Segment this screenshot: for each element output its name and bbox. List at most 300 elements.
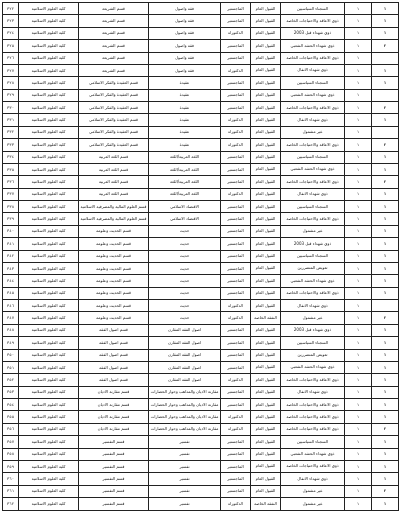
degree-cell: الماجستير: [221, 361, 251, 373]
degree-cell: الدكتوراه: [221, 114, 251, 126]
seat-total-cell: ٢: [372, 40, 399, 52]
row-number: ٣٥١: [3, 361, 19, 373]
seat-count-cell: ١: [345, 225, 372, 237]
table-row: [3, 262, 399, 274]
admission-channel-cell: القبول العام: [251, 238, 281, 250]
department-cell: قسم اللغة العربية: [79, 188, 149, 200]
specialization-cell: عقيدة: [149, 139, 221, 151]
seat-category-cell: ذوي الاعاقة والاحتياجات الخاصة: [281, 460, 345, 472]
seat-category-cell: غير مشمول: [281, 485, 345, 497]
row-number: ٣٢٧: [3, 64, 19, 76]
seat-total-cell: [372, 89, 399, 101]
department-cell: قسم التفسير: [79, 460, 149, 472]
seat-count-cell: ١: [345, 275, 372, 287]
degree-cell: الماجستير: [221, 436, 251, 448]
department-cell: قسم اصول الفقه: [79, 324, 149, 336]
table-row: [3, 114, 399, 126]
degree-cell: الماجستير: [221, 201, 251, 213]
row-number: ٣٥٢: [3, 374, 19, 386]
seat-total-cell: ٢: [372, 423, 399, 435]
seat-count-cell: ١: [345, 312, 372, 324]
seat-total-cell: ١: [372, 213, 399, 225]
seat-category-cell: ذوي شهداء الانفال: [281, 473, 345, 485]
seat-category-cell: غير مشمول: [281, 312, 345, 324]
college-cell: كلية العلوم الاسلامية: [19, 126, 79, 138]
table-row: [3, 201, 399, 213]
seat-total-cell: ١: [372, 287, 399, 299]
row-number: ٣٣٥: [3, 163, 19, 175]
specialization-cell: اصول الفقه المقارن: [149, 361, 221, 373]
seat-total-cell: ١: [372, 77, 399, 89]
department-cell: قسم اصول الفقه: [79, 374, 149, 386]
seat-total-cell: ١: [372, 238, 399, 250]
admission-channel-cell: القبول العام: [251, 386, 281, 398]
seat-count-cell: ١: [345, 324, 372, 336]
table-row: [3, 386, 399, 398]
seat-count-cell: ١: [345, 460, 372, 472]
seat-count-cell: ١: [345, 287, 372, 299]
row-number: ٣٥٣: [3, 386, 19, 398]
row-number: ٣٥٥: [3, 411, 19, 423]
table-row: [3, 40, 399, 52]
department-cell: قسم اللغة العربية: [79, 151, 149, 163]
seat-total-cell: ١: [372, 386, 399, 398]
specialization-cell: حديث: [149, 312, 221, 324]
college-cell: كلية العلوم الاسلامية: [19, 225, 79, 237]
specialization-cell: اللغة العربية/اللغة: [149, 151, 221, 163]
college-cell: كلية العلوم الاسلامية: [19, 102, 79, 114]
row-number: ٣٢٢: [3, 3, 19, 15]
seat-count-cell: ١: [345, 139, 372, 151]
seat-category-cell: ذوي شهداء الحشد الشعبي: [281, 163, 345, 175]
seat-count-cell: ١: [345, 485, 372, 497]
admission-channel-cell: القبول العام: [251, 52, 281, 64]
degree-cell: الماجستير: [221, 89, 251, 101]
seat-count-cell: ١: [345, 89, 372, 101]
admission-channel-cell: القبول العام: [251, 275, 281, 287]
seat-count-cell: ١: [345, 151, 372, 163]
seat-category-cell: ذوي الاعاقة والاحتياجات الخاصة: [281, 102, 345, 114]
seat-count-cell: ١: [345, 102, 372, 114]
row-number: ٣٤٤: [3, 275, 19, 287]
college-cell: كلية العلوم الاسلامية: [19, 436, 79, 448]
seat-total-cell: [372, 52, 399, 64]
table-row: [3, 349, 399, 361]
seat-count-cell: ١: [345, 213, 372, 225]
department-cell: قسم مقارنة الاديان: [79, 399, 149, 411]
table-row: [3, 423, 399, 435]
department-cell: قسم الحديث وعلومه: [79, 300, 149, 312]
seat-count-cell: ١: [345, 27, 372, 39]
department-cell: قسم مقارنة الاديان: [79, 411, 149, 423]
college-cell: كلية العلوم الاسلامية: [19, 77, 79, 89]
seat-category-cell: ذوي شهداء قبل 2003: [281, 27, 345, 39]
table-row: [3, 473, 399, 485]
specialization-cell: عقيدة: [149, 126, 221, 138]
admission-channel-cell: القبول العام: [251, 126, 281, 138]
table-row: [3, 436, 399, 448]
seat-count-cell: ١: [345, 423, 372, 435]
table-row: [3, 361, 399, 373]
department-cell: قسم العقيدة والفكر الاسلامي: [79, 114, 149, 126]
specialization-cell: اللغة العربية/اللغة: [149, 163, 221, 175]
seat-total-cell: ١: [372, 436, 399, 448]
row-number: ٣٥٤: [3, 399, 19, 411]
seat-total-cell: ١: [372, 15, 399, 27]
seat-category-cell: السجناء السياسيين: [281, 436, 345, 448]
specialization-cell: مقارنة الاديان والمذاهب وحوار الحضارات: [149, 399, 221, 411]
college-cell: كلية العلوم الاسلامية: [19, 374, 79, 386]
seat-category-cell: ذوي الاعاقة والاحتياجات الخاصة: [281, 374, 345, 386]
row-number: ٣٤١: [3, 238, 19, 250]
table-row: [3, 27, 399, 39]
row-number: ٣٥٧: [3, 436, 19, 448]
row-number: ٣٦١: [3, 485, 19, 497]
college-cell: كلية العلوم الاسلامية: [19, 27, 79, 39]
specialization-cell: تفسير: [149, 436, 221, 448]
department-cell: قسم الحديث وعلومه: [79, 287, 149, 299]
degree-cell: الماجستير: [221, 3, 251, 15]
row-number: ٣٣٤: [3, 151, 19, 163]
allocation-table: [2, 2, 399, 511]
department-cell: قسم التفسير: [79, 436, 149, 448]
specialization-cell: اصول الفقه المقارن: [149, 349, 221, 361]
specialization-cell: عقيدة: [149, 114, 221, 126]
college-cell: كلية العلوم الاسلامية: [19, 386, 79, 398]
specialization-cell: عقيدة: [149, 77, 221, 89]
admission-channel-cell: النفقة الخاصة: [251, 312, 281, 324]
seat-total-cell: ٢: [372, 102, 399, 114]
department-cell: قسم التفسير: [79, 448, 149, 460]
degree-cell: الماجستير: [221, 238, 251, 250]
college-cell: كلية العلوم الاسلامية: [19, 485, 79, 497]
specialization-cell: فقه واصول: [149, 3, 221, 15]
seat-count-cell: ١: [345, 498, 372, 511]
seat-count-cell: ١: [345, 64, 372, 76]
admission-channel-cell: القبول العام: [251, 114, 281, 126]
degree-cell: الماجستير: [221, 213, 251, 225]
seat-total-cell: ٢: [372, 312, 399, 324]
row-number: ٣٤٣: [3, 262, 19, 274]
department-cell: قسم الحديث وعلومه: [79, 225, 149, 237]
admission-channel-cell: القبول العام: [251, 399, 281, 411]
specialization-cell: مقارنة الاديان والمذاهب وحوار الحضارات: [149, 411, 221, 423]
specialization-cell: تفسير: [149, 448, 221, 460]
department-cell: قسم الحديث وعلومه: [79, 250, 149, 262]
seat-total-cell: ١: [372, 262, 399, 274]
specialization-cell: فقه واصول: [149, 64, 221, 76]
seat-count-cell: ١: [345, 201, 372, 213]
admission-channel-cell: القبول العام: [251, 287, 281, 299]
seat-category-cell: السجناء السياسيين: [281, 337, 345, 349]
seat-category-cell: ذوي شهداء الحشد الشعبي: [281, 448, 345, 460]
degree-cell: الماجستير: [221, 485, 251, 497]
row-number: ٣٢٩: [3, 89, 19, 101]
department-cell: قسم التفسير: [79, 473, 149, 485]
admission-channel-cell: القبول العام: [251, 337, 281, 349]
admission-channel-cell: النفقة الخاصة: [251, 498, 281, 511]
seat-count-cell: ١: [345, 188, 372, 200]
table-body: [3, 3, 399, 511]
seat-count-cell: ١: [345, 386, 372, 398]
specialization-cell: عقيدة: [149, 89, 221, 101]
table-row: [3, 275, 399, 287]
seat-count-cell: ١: [345, 361, 372, 373]
admission-channel-cell: القبول العام: [251, 423, 281, 435]
row-number: ٣٥٨: [3, 448, 19, 460]
degree-cell: الماجستير: [221, 40, 251, 52]
row-number: ٣٥٩: [3, 460, 19, 472]
degree-cell: الماجستير: [221, 460, 251, 472]
seat-total-cell: ١: [372, 399, 399, 411]
degree-cell: الدكتوراه: [221, 139, 251, 151]
seat-total-cell: ١: [372, 201, 399, 213]
degree-cell: الدكتوراه: [221, 423, 251, 435]
row-number: ٣٦٠: [3, 473, 19, 485]
department-cell: قسم العقيدة والفكر الاسلامي: [79, 139, 149, 151]
seat-category-cell: ذوي الاعاقة والاحتياجات الخاصة: [281, 213, 345, 225]
row-number: ٣٤٢: [3, 250, 19, 262]
seat-category-cell: السجناء السياسيين: [281, 77, 345, 89]
table-row: [3, 460, 399, 472]
seat-category-cell: ذوي شهداء قبل 2003: [281, 324, 345, 336]
seat-count-cell: ١: [345, 349, 372, 361]
admission-channel-cell: القبول العام: [251, 139, 281, 151]
department-cell: قسم مقارنة الاديان: [79, 386, 149, 398]
department-cell: قسم الشريعة: [79, 27, 149, 39]
seat-category-cell: ذوي شهداء الانفال: [281, 64, 345, 76]
seat-total-cell: ١: [372, 151, 399, 163]
degree-cell: الماجستير: [221, 275, 251, 287]
department-cell: قسم الحديث وعلومه: [79, 275, 149, 287]
degree-cell: الماجستير: [221, 287, 251, 299]
row-number: ٣٣٦: [3, 176, 19, 188]
department-cell: قسم الشريعة: [79, 15, 149, 27]
degree-cell: الماجستير: [221, 77, 251, 89]
table-row: [3, 312, 399, 324]
seat-total-cell: ١: [372, 473, 399, 485]
seat-category-cell: ذوي الاعاقة والاحتياجات الخاصة: [281, 423, 345, 435]
department-cell: قسم اصول الفقه: [79, 349, 149, 361]
row-number: ٣٦٢: [3, 498, 19, 511]
seat-total-cell: ١: [372, 460, 399, 472]
specialization-cell: تفسير: [149, 460, 221, 472]
seat-total-cell: ١: [372, 374, 399, 386]
seat-total-cell: [372, 126, 399, 138]
seat-category-cell: ذوي الاعاقة والاحتياجات الخاصة: [281, 411, 345, 423]
seat-category-cell: غير مشمول: [281, 225, 345, 237]
specialization-cell: فقه واصول: [149, 52, 221, 64]
seat-category-cell: ذوي شهداء قبل 2003: [281, 238, 345, 250]
table-row: [3, 77, 399, 89]
seat-count-cell: ١: [345, 238, 372, 250]
seat-category-cell: السجناء السياسيين: [281, 250, 345, 262]
row-number: ٣٥٠: [3, 349, 19, 361]
table-row: [3, 337, 399, 349]
row-number: ٣٢٨: [3, 77, 19, 89]
college-cell: كلية العلوم الاسلامية: [19, 52, 79, 64]
admission-channel-cell: القبول العام: [251, 213, 281, 225]
seat-count-cell: ١: [345, 163, 372, 175]
seat-count-cell: ١: [345, 399, 372, 411]
seat-count-cell: ١: [345, 262, 372, 274]
college-cell: كلية العلوم الاسلامية: [19, 238, 79, 250]
specialization-cell: مقارنة الاديان والمذاهب وحوار الحضارات: [149, 423, 221, 435]
specialization-cell: فقه واصول: [149, 15, 221, 27]
admission-channel-cell: القبول العام: [251, 225, 281, 237]
department-cell: قسم العقيدة والفكر الاسلامي: [79, 126, 149, 138]
seat-total-cell: ١: [372, 275, 399, 287]
degree-cell: الدكتوراه: [221, 374, 251, 386]
specialization-cell: اصول الفقه المقارن: [149, 324, 221, 336]
row-number: ٣٢٣: [3, 15, 19, 27]
table-row: [3, 139, 399, 151]
seat-count-cell: ١: [345, 40, 372, 52]
seat-count-cell: ١: [345, 337, 372, 349]
seat-total-cell: ١: [372, 64, 399, 76]
college-cell: كلية العلوم الاسلامية: [19, 262, 79, 274]
seat-category-cell: تعويض المتضررين: [281, 349, 345, 361]
row-number: ٣٤٨: [3, 324, 19, 336]
admission-channel-cell: القبول العام: [251, 324, 281, 336]
seat-category-cell: ذوي الاعاقة والاحتياجات الخاصة: [281, 399, 345, 411]
row-number: ٣٥٦: [3, 423, 19, 435]
college-cell: كلية العلوم الاسلامية: [19, 399, 79, 411]
degree-cell: الدكتوراه: [221, 300, 251, 312]
degree-cell: الدكتوراه: [221, 312, 251, 324]
college-cell: كلية العلوم الاسلامية: [19, 201, 79, 213]
seat-count-cell: ١: [345, 52, 372, 64]
admission-channel-cell: القبول العام: [251, 201, 281, 213]
college-cell: كلية العلوم الاسلامية: [19, 188, 79, 200]
table-row: [3, 225, 399, 237]
row-number: ٣٢٥: [3, 40, 19, 52]
seat-total-cell: ١: [372, 188, 399, 200]
college-cell: كلية العلوم الاسلامية: [19, 114, 79, 126]
admission-channel-cell: القبول العام: [251, 102, 281, 114]
row-number: ٣٤٥: [3, 287, 19, 299]
college-cell: كلية العلوم الاسلامية: [19, 15, 79, 27]
specialization-cell: اللغة العربية/اللغة: [149, 188, 221, 200]
row-number: ٣٣٢: [3, 126, 19, 138]
seat-total-cell: ١: [372, 498, 399, 511]
department-cell: قسم الحديث وعلومه: [79, 238, 149, 250]
admission-channel-cell: القبول العام: [251, 64, 281, 76]
specialization-cell: تفسير: [149, 498, 221, 511]
seat-category-cell: السجناء السياسيين: [281, 151, 345, 163]
row-number: ٣٣٠: [3, 102, 19, 114]
row-number: ٣٤٧: [3, 312, 19, 324]
table-row: [3, 287, 399, 299]
specialization-cell: فقه واصول: [149, 40, 221, 52]
college-cell: كلية العلوم الاسلامية: [19, 213, 79, 225]
seat-count-cell: ١: [345, 15, 372, 27]
table-row: [3, 89, 399, 101]
college-cell: كلية العلوم الاسلامية: [19, 250, 79, 262]
table-row: [3, 126, 399, 138]
specialization-cell: حديث: [149, 287, 221, 299]
college-cell: كلية العلوم الاسلامية: [19, 460, 79, 472]
degree-cell: الدكتوراه: [221, 188, 251, 200]
admission-channel-cell: القبول العام: [251, 250, 281, 262]
degree-cell: الدكتوراه: [221, 27, 251, 39]
college-cell: كلية العلوم الاسلامية: [19, 151, 79, 163]
seat-total-cell: ٢: [372, 139, 399, 151]
admission-channel-cell: القبول العام: [251, 436, 281, 448]
degree-cell: الماجستير: [221, 52, 251, 64]
degree-cell: الماجستير: [221, 176, 251, 188]
seat-total-cell: ١: [372, 225, 399, 237]
table-row: [3, 52, 399, 64]
seat-total-cell: ١: [372, 163, 399, 175]
specialization-cell: اللغة العربية/اللغة: [149, 176, 221, 188]
table-row: [3, 485, 399, 497]
specialization-cell: حديث: [149, 225, 221, 237]
college-cell: كلية العلوم الاسلامية: [19, 3, 79, 15]
seat-count-cell: ١: [345, 176, 372, 188]
department-cell: قسم الشريعة: [79, 64, 149, 76]
department-cell: قسم الشريعة: [79, 3, 149, 15]
table-row: [3, 3, 399, 15]
department-cell: قسم العقيدة والفكر الاسلامي: [79, 89, 149, 101]
admission-channel-cell: القبول العام: [251, 262, 281, 274]
table-row: [3, 238, 399, 250]
specialization-cell: حديث: [149, 238, 221, 250]
degree-cell: الماجستير: [221, 337, 251, 349]
specialization-cell: الاقتصاد الاسلامي: [149, 213, 221, 225]
degree-cell: الماجستير: [221, 163, 251, 175]
seat-category-cell: غير مشمول: [281, 126, 345, 138]
specialization-cell: عقيدة: [149, 102, 221, 114]
row-number: ٣٣٣: [3, 139, 19, 151]
seat-total-cell: ١: [372, 3, 399, 15]
seat-category-cell: ذوي شهداء الانفال: [281, 386, 345, 398]
admission-channel-cell: القبول العام: [251, 349, 281, 361]
seat-category-cell: ذوي شهداء الحشد الشعبي: [281, 275, 345, 287]
seat-count-cell: ١: [345, 411, 372, 423]
row-number: ٣٢٦: [3, 52, 19, 64]
degree-cell: الماجستير: [221, 448, 251, 460]
degree-cell: الدكتوراه: [221, 498, 251, 511]
table-row: [3, 15, 399, 27]
table-row: [3, 102, 399, 114]
admission-channel-cell: القبول العام: [251, 411, 281, 423]
seat-count-cell: ١: [345, 374, 372, 386]
admission-channel-cell: القبول العام: [251, 300, 281, 312]
department-cell: قسم الحديث وعلومه: [79, 262, 149, 274]
seat-count-cell: ١: [345, 3, 372, 15]
seat-count-cell: ١: [345, 77, 372, 89]
seat-category-cell: السجناء السياسيين: [281, 3, 345, 15]
admission-channel-cell: القبول العام: [251, 448, 281, 460]
seat-category-cell: ذوي شهداء الحشد الشعبي: [281, 40, 345, 52]
department-cell: قسم العقيدة والفكر الاسلامي: [79, 77, 149, 89]
specialization-cell: الاقتصاد الاسلامي: [149, 201, 221, 213]
seat-total-cell: ١: [372, 337, 399, 349]
degree-cell: الماجستير: [221, 349, 251, 361]
seat-category-cell: غير مشمول: [281, 498, 345, 511]
seat-total-cell: ١: [372, 411, 399, 423]
seat-count-cell: ١: [345, 126, 372, 138]
admission-channel-cell: القبول العام: [251, 361, 281, 373]
seat-total-cell: ١: [372, 361, 399, 373]
row-number: ٣٤٠: [3, 225, 19, 237]
degree-cell: الدكتوراه: [221, 64, 251, 76]
department-cell: قسم مقارنة الاديان: [79, 423, 149, 435]
seat-total-cell: ٢: [372, 485, 399, 497]
admission-channel-cell: القبول العام: [251, 151, 281, 163]
department-cell: قسم الشريعة: [79, 52, 149, 64]
